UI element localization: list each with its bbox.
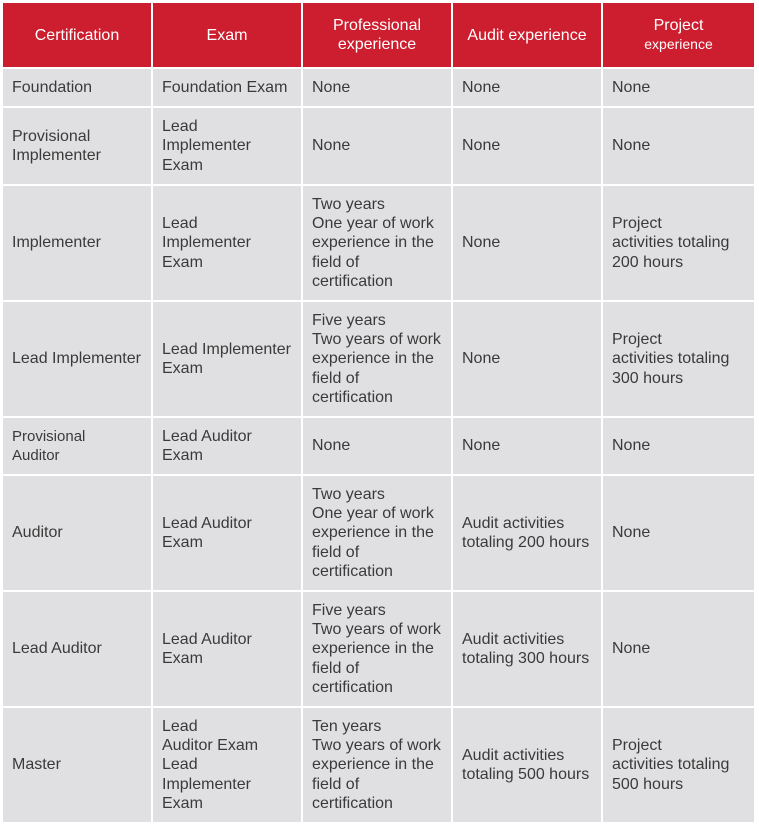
table-row bbox=[3, 107, 754, 185]
table-row bbox=[3, 591, 754, 707]
cell-exam: Lead Auditor Exam bbox=[152, 475, 302, 591]
cell-professional-experience: Five years Two years of work experience in the field of certification bbox=[302, 301, 452, 417]
cell-project-experience: None bbox=[602, 591, 754, 707]
cell-certification: Auditor bbox=[3, 475, 152, 591]
cell-exam: Lead Implementer Exam bbox=[152, 107, 302, 185]
cell-professional-experience: None bbox=[302, 417, 452, 475]
header-project-line2: experience bbox=[644, 36, 713, 52]
cell-audit-experience: Audit activities totaling 200 hours bbox=[452, 475, 602, 591]
cell-audit-experience: None bbox=[452, 301, 602, 417]
cell-audit-experience: None bbox=[452, 107, 602, 185]
table-row bbox=[3, 185, 754, 301]
table-row bbox=[3, 475, 754, 591]
certification-table bbox=[3, 3, 754, 824]
cell-project-experience: None bbox=[602, 475, 754, 591]
cell-audit-experience: Audit activities totaling 500 hours bbox=[452, 707, 602, 823]
header-audit-experience: Audit experience bbox=[452, 3, 602, 68]
header-certification: Certification bbox=[3, 3, 152, 68]
header-row bbox=[3, 3, 754, 68]
cell-exam: Lead Auditor Exam bbox=[152, 591, 302, 707]
cell-project-experience: None bbox=[602, 107, 754, 185]
cell-project-experience: Project activities totaling 300 hours bbox=[602, 301, 754, 417]
cell-exam: Lead Auditor Exam Lead Implementer Exam bbox=[152, 707, 302, 823]
cell-project-experience: None bbox=[602, 68, 754, 107]
header-exam: Exam bbox=[152, 3, 302, 68]
cell-certification: Lead Auditor bbox=[3, 591, 152, 707]
cell-project-experience: None bbox=[602, 417, 754, 475]
cell-professional-experience: Two years One year of work experience in the field of certification bbox=[302, 185, 452, 301]
cell-professional-experience: None bbox=[302, 68, 452, 107]
cell-certification: Lead Implementer bbox=[3, 301, 152, 417]
cell-professional-experience: None bbox=[302, 107, 452, 185]
cell-certification: Provisional Implementer bbox=[3, 107, 152, 185]
header-professional-experience: Professional experience bbox=[302, 3, 452, 68]
cell-certification: Provisional Auditor bbox=[3, 417, 152, 475]
cell-audit-experience: None bbox=[452, 185, 602, 301]
table-row bbox=[3, 68, 754, 107]
header-project-line1: Project bbox=[653, 17, 704, 34]
header-project-experience bbox=[602, 3, 754, 68]
table-row bbox=[3, 707, 754, 823]
cell-certification: Master bbox=[3, 707, 152, 823]
cell-audit-experience: None bbox=[452, 68, 602, 107]
cell-audit-experience: Audit activities totaling 300 hours bbox=[452, 591, 602, 707]
cell-certification: Foundation bbox=[3, 68, 152, 107]
cell-exam: Lead Implementer Exam bbox=[152, 301, 302, 417]
cell-professional-experience: Two years One year of work experience in the field of certification bbox=[302, 475, 452, 591]
cell-professional-experience: Ten years Two years of work experience in the field of certification bbox=[302, 707, 452, 823]
cell-exam: Foundation Exam bbox=[152, 68, 302, 107]
cell-professional-experience: Five years Two years of work experience in the field of certification bbox=[302, 591, 452, 707]
cell-audit-experience: None bbox=[452, 417, 602, 475]
cell-project-experience: Project activities totaling 500 hours bbox=[602, 707, 754, 823]
cell-project-experience: Project activities totaling 200 hours bbox=[602, 185, 754, 301]
cell-certification: Implementer bbox=[3, 185, 152, 301]
table-row bbox=[3, 417, 754, 475]
cell-exam: Lead Auditor Exam bbox=[152, 417, 302, 475]
table-row bbox=[3, 301, 754, 417]
cell-exam: Lead Implementer Exam bbox=[152, 185, 302, 301]
